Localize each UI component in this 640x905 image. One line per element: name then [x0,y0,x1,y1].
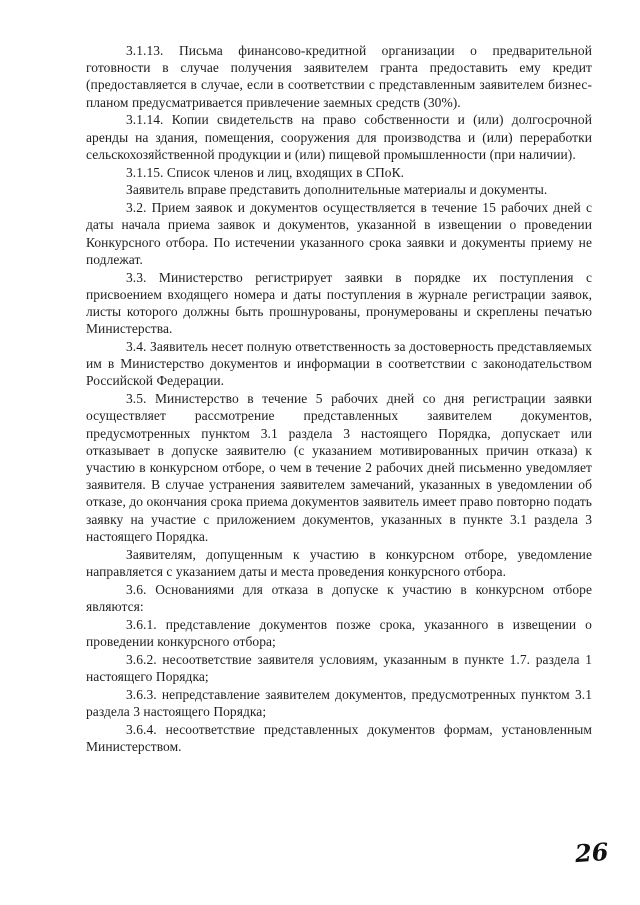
document-page [86,42,592,755]
paragraph-3-3: 3.3. Министерство регистрирует заявки в порядке их поступления с присвоением входящего номера и даты поступления в журнале регистрации заявок, листы которого должны быть прошнурованы, пронумерованы и скреплены печатью Министерства. [86,269,592,337]
paragraph-3-6-3: 3.6.3. непредставление заявителем документов, предусмотренных пунктом 3.1 раздела 3 настоящего Порядка; [86,686,592,719]
paragraph-3-2: 3.2. Прием заявок и документов осуществляется в течение 15 рабочих дней с даты начала приема заявок и документов, указанной в извещении о проведении Конкурсного отбора. По истечении указанного срока заявки и документы приему не подлежат. [86,200,592,267]
paragraph-3-6-4: 3.6.4. несоответствие представленных документов формам, установленным Министерством. [86,721,592,754]
paragraph-additional-materials: Заявитель вправе представить дополнительные материалы и документы. [126,182,548,198]
paragraph-3-1-15: 3.1.15. Список членов и лиц, входящих в СПоК. [126,164,405,180]
paragraph-admitted-applicants: Заявителям, допущенным к участию в конкурсном отборе, уведомление направляется с указанием даты и места проведения конкурсного отбора. [86,546,592,579]
paragraph-3-1-14: 3.1.14. Копии свидетельств на право собственности и (или) долгосрочной аренды на здания, помещения, сооружения для производства и (или) переработки сельскохозяйственной продукции и (или) пищевой промышленности (при наличии). [86,112,592,162]
page-number: 26 [573,836,609,869]
paragraph-3-1-13: 3.1.13. Письма финансово-кредитной организации о предварительной готовности в случае получения заявителем гранта предоставить ему кредит (предоставляется в случае, если в соответствии с представленным заявителем бизнес-планом предусматривается привлечение заемных средств (30%). [86,43,592,110]
paragraph-3-6-1: 3.6.1. представление документов позже срока, указанного в извещении о проведении конкурсного отбора; [86,616,592,649]
paragraph-3-6-2: 3.6.2. несоответствие заявителя условиям, указанным в пункте 1.7. раздела 1 настоящего Порядка; [86,651,592,684]
paragraph-3-6: 3.6. Основаниями для отказа в допуске к участию в конкурсном отборе являются: [86,581,592,614]
paragraph-3-4: 3.4. Заявитель несет полную ответственность за достоверность представляемых им в Министерство документов и информации в соответствии с законодательством Российской Федерации. [86,339,592,389]
paragraph-3-5: 3.5. Министерство в течение 5 рабочих дней со дня регистрации заявки осуществляет рассмотрение представленных заявителем документов, предусмотренных пунктом 3.1 раздела 3 настоящего Порядка, допускает или отказывает в допуске заявителю (с указанием мотивированных причин отказа) к участию в конкурсном отборе, о чем в течение 2 рабочих дней письменно уведомляет заявителя. В случае устранения заявителем замечаний, указанных в уведомлении об отказе, до окончания срока приема документов заявитель имеет право повторно подать заявку на участие с приложением документов, указанных в пункте 3.1 раздела 3 настоящего Порядка. [86,391,592,544]
